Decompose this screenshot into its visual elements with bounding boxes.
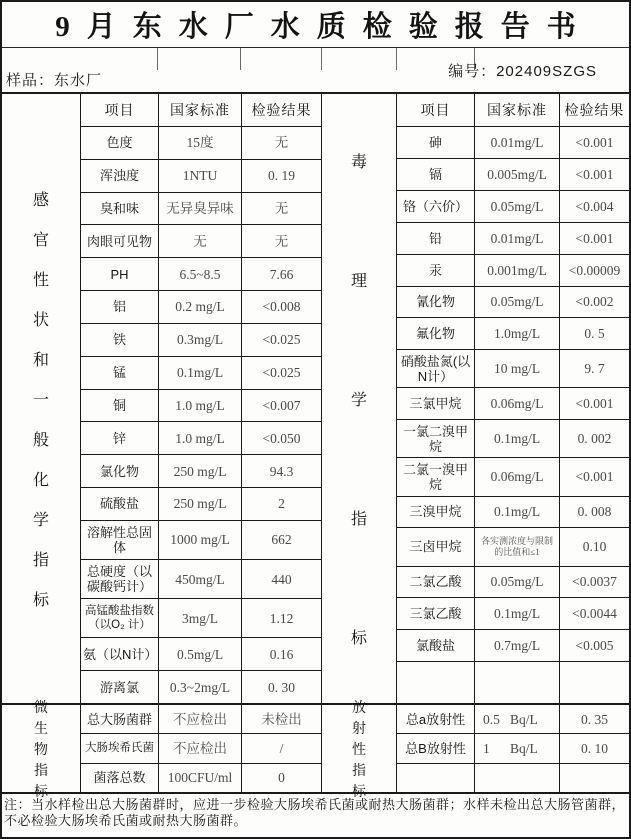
standard-cell — [475, 764, 560, 792]
grid-tick — [240, 48, 241, 70]
standard-cell: 1.0 mg/L — [159, 390, 242, 422]
item-cell: 氟化物 — [397, 318, 475, 349]
result-cell: 94.3 — [269, 463, 294, 479]
category-sensory-chemical — [2, 94, 81, 703]
result-cell: 9. 7 — [584, 361, 605, 377]
category-char: 标 — [32, 592, 49, 609]
table-row — [81, 705, 321, 734]
result-cell: <0.005 — [575, 638, 614, 654]
table-row — [397, 388, 629, 420]
standard-cell: 100CFU/ml — [159, 764, 242, 792]
category-char: 性 — [352, 740, 366, 757]
sample-label: 样品：东水厂 — [6, 72, 103, 89]
table-row — [81, 455, 321, 488]
standard-cell: 1000 mg/L — [159, 521, 242, 559]
item-cell: 三溴甲烷 — [397, 497, 475, 528]
item-cell: 锌 — [81, 422, 159, 454]
standard-cell: 0.3~2mg/L — [159, 671, 242, 703]
item-cell — [397, 662, 475, 703]
table-row — [397, 662, 629, 703]
result-cell: 0. 008 — [577, 504, 612, 520]
category-char: 指 — [32, 552, 49, 569]
table-row — [81, 764, 321, 792]
item-cell: 游离氯 — [81, 671, 159, 703]
result-cell: 无 — [274, 233, 289, 249]
standard-cell: 0.001mg/L — [475, 255, 560, 286]
standard-cell: 不应检出 — [159, 705, 242, 733]
item-cell: 氨（以N计） — [81, 638, 159, 670]
item-cell: 总a放射性 — [397, 705, 475, 733]
result-cell: <0.001 — [575, 166, 614, 182]
table-row — [397, 255, 629, 287]
standard-cell: 0.1mg/L — [159, 357, 242, 389]
grid-tick — [321, 48, 322, 70]
table-row — [81, 599, 321, 638]
category-char: 状 — [32, 312, 49, 329]
standard-cell: 0.05mg/L — [475, 287, 560, 318]
table-row — [397, 223, 629, 255]
item-cell: 三卤甲烷 — [397, 528, 475, 565]
left-table — [2, 94, 322, 703]
category-char: 化 — [32, 472, 49, 489]
standard-cell: 0.5 Bq/L — [475, 705, 560, 733]
item-cell: 浑浊度 — [81, 160, 159, 192]
item-cell: 汞 — [397, 255, 475, 286]
item-cell: 总大肠菌群 — [81, 705, 159, 733]
result-cell: <0.025 — [262, 332, 301, 348]
category-char: 指 — [352, 761, 366, 778]
standard-cell: 250 mg/L — [159, 488, 242, 520]
right-table — [322, 94, 629, 703]
table-row — [81, 291, 321, 324]
standard-cell: 1.0mg/L — [475, 318, 560, 349]
table-row — [81, 734, 321, 763]
result-cell: <0.002 — [575, 294, 614, 310]
standard-cell: 不应检出 — [159, 734, 242, 762]
item-cell: 色度 — [81, 127, 159, 159]
item-cell: 总B放射性 — [397, 734, 475, 762]
result-cell: 0. 19 — [268, 168, 295, 184]
table-row — [81, 422, 321, 455]
item-cell: 铝 — [81, 291, 159, 323]
table-row — [81, 671, 321, 703]
table-row — [81, 390, 321, 423]
table-row — [397, 350, 629, 388]
result-cell: 0.10 — [582, 539, 607, 555]
result-cell: <0.001 — [575, 396, 614, 412]
header-item: 项目 — [397, 94, 475, 126]
result-cell: <0.001 — [575, 230, 614, 246]
result-cell: <0.008 — [262, 299, 301, 315]
category-char: 指 — [350, 511, 367, 528]
standard-cell: 15度 — [159, 127, 242, 159]
radio-table — [322, 698, 629, 799]
standard-cell: 0.3mg/L — [159, 324, 242, 356]
standard-cell: 0.7mg/L — [475, 630, 560, 661]
result-cell: <0.001 — [575, 134, 614, 150]
item-cell: 铁 — [81, 324, 159, 356]
micro-table — [2, 698, 322, 799]
standard-cell: 0.2 mg/L — [159, 291, 242, 323]
right-header-row — [397, 94, 629, 127]
header-result: 检验结果 — [251, 101, 312, 118]
table-row — [397, 191, 629, 223]
standard-cell: 0.01mg/L — [475, 223, 560, 254]
item-cell: 硝酸盐氮(以N计） — [397, 350, 475, 387]
grid-tick — [396, 48, 397, 70]
table-row — [397, 705, 629, 734]
standard-cell: 1NTU — [159, 160, 242, 192]
category-char: 物 — [34, 740, 48, 757]
result-cell: <0.050 — [262, 430, 301, 446]
result-cell: 无 — [274, 201, 289, 217]
table-row — [397, 458, 629, 496]
result-cell: 0. 35 — [581, 711, 608, 727]
standard-cell: 无异臭异味 — [159, 193, 242, 225]
table-row — [397, 630, 629, 662]
category-char: 放 — [352, 698, 366, 715]
title-row — [2, 2, 629, 48]
category-char: 性 — [32, 272, 49, 289]
category-char: 标 — [350, 630, 367, 647]
table-row — [397, 528, 629, 566]
standard-cell: 10 mg/L — [475, 350, 560, 387]
category-char: 学 — [350, 392, 367, 409]
table-row — [81, 225, 321, 258]
category-char: 感 — [32, 192, 49, 209]
standard-cell: 0.1mg/L — [475, 598, 560, 629]
category-char: 和 — [32, 352, 49, 369]
result-cell: 0 — [278, 770, 285, 786]
standard-cell: 250 mg/L — [159, 455, 242, 487]
category-char: 标 — [352, 782, 366, 799]
item-cell: 溶解性总固体 — [81, 521, 159, 559]
category-char: 标 — [34, 782, 48, 799]
table-row — [81, 521, 321, 560]
result-cell: 2 — [278, 496, 285, 512]
standard-cell: 0.5mg/L — [159, 638, 242, 670]
header-item: 项目 — [81, 94, 159, 126]
result-cell: 无 — [274, 135, 289, 151]
table-row — [397, 734, 629, 763]
category-char: 般 — [32, 432, 49, 449]
result-cell: <0.0037 — [572, 574, 617, 590]
item-cell — [397, 764, 475, 792]
table-row — [397, 287, 629, 319]
item-cell: 铅 — [397, 223, 475, 254]
item-cell: 氯化物 — [81, 455, 159, 487]
item-cell: 铬（六价） — [397, 191, 475, 222]
category-microbiological — [2, 698, 81, 799]
table-row — [81, 488, 321, 521]
category-char: 射 — [352, 719, 366, 736]
header-result: 检验结果 — [564, 101, 625, 118]
standard-cell: 0.05mg/L — [475, 567, 560, 598]
category-radioactivity — [322, 698, 397, 799]
category-char: 生 — [34, 719, 48, 736]
result-cell: <0.001 — [575, 469, 614, 485]
category-char: 学 — [32, 512, 49, 529]
item-cell: 三氯乙酸 — [397, 598, 475, 629]
item-cell: 锰 — [81, 357, 159, 389]
standard-cell: 1.0 mg/L — [159, 422, 242, 454]
result-cell: 0.16 — [269, 646, 294, 662]
info-row — [2, 48, 629, 94]
table-row — [81, 160, 321, 193]
result-cell: 0. 30 — [268, 679, 295, 695]
standard-cell: 无 — [159, 225, 242, 257]
result-cell: 0. 002 — [577, 431, 612, 447]
item-cell: 三氯甲烷 — [397, 388, 475, 419]
result-cell: 440 — [271, 571, 292, 587]
result-cell: 662 — [271, 532, 292, 548]
standard-cell: 450mg/L — [159, 560, 242, 598]
header-standard: 国家标准 — [475, 94, 560, 126]
table-row — [397, 764, 629, 792]
item-cell: 砷 — [397, 127, 475, 158]
item-cell: 硫酸盐 — [81, 488, 159, 520]
item-cell: 氯酸盐 — [397, 630, 475, 661]
table-row — [81, 357, 321, 390]
right-rows — [397, 127, 629, 703]
header-standard: 国家标准 — [159, 94, 242, 126]
grid-tick — [157, 48, 158, 70]
item-cell: 臭和味 — [81, 193, 159, 225]
item-cell: 氰化物 — [397, 287, 475, 318]
standard-cell: 0.1mg/L — [475, 420, 560, 457]
standard-cell: 0.05mg/L — [475, 191, 560, 222]
result-cell: 7.66 — [269, 266, 294, 282]
table-row — [81, 258, 321, 291]
result-cell: 未检出 — [261, 711, 302, 727]
standard-cell — [475, 662, 560, 703]
item-cell: 一氯二溴甲烷 — [397, 420, 475, 457]
item-cell: 二氯乙酸 — [397, 567, 475, 598]
category-char: 毒 — [350, 154, 367, 171]
main-table — [2, 94, 629, 705]
table-row — [397, 497, 629, 529]
item-cell: 肉眼可见物 — [81, 225, 159, 257]
table-row — [397, 159, 629, 191]
standard-cell: 0.005mg/L — [475, 159, 560, 190]
radio-rows — [397, 705, 629, 792]
standard-cell: 1 Bq/L — [475, 734, 560, 762]
result-cell: <0.025 — [262, 365, 301, 381]
item-cell: 二氯一溴甲烷 — [397, 458, 475, 495]
category-char: 微 — [34, 698, 48, 715]
table-row — [81, 127, 321, 160]
standard-cell: 0.06mg/L — [475, 458, 560, 495]
table-row — [81, 560, 321, 599]
standard-cell: 0.1mg/L — [475, 497, 560, 528]
result-cell: <0.00009 — [568, 262, 621, 278]
category-toxicological — [322, 94, 397, 703]
table-row — [81, 638, 321, 671]
bottom-section — [2, 698, 629, 799]
standard-cell: 0.06mg/L — [475, 388, 560, 419]
item-cell: 镉 — [397, 159, 475, 190]
left-rows — [81, 127, 321, 703]
item-cell: 总硬度（以碳酸钙计） — [81, 560, 159, 598]
standard-cell: 6.5~8.5 — [159, 258, 242, 290]
table-row — [397, 127, 629, 159]
category-char: 理 — [350, 273, 367, 290]
result-cell: / — [279, 740, 284, 756]
item-cell: 大肠埃希氏菌 — [81, 734, 159, 762]
table-row — [81, 193, 321, 226]
page-title: 9月东水厂水质检验报告书 — [55, 11, 593, 43]
item-cell: PH — [81, 258, 159, 290]
table-row — [397, 567, 629, 599]
table-row — [397, 318, 629, 350]
result-cell: 1.12 — [269, 610, 294, 626]
item-cell: 菌落总数 — [81, 764, 159, 792]
result-cell: 0. 5 — [584, 326, 605, 342]
result-cell — [560, 662, 629, 703]
micro-rows — [81, 705, 321, 792]
report-number: 编号：202409SZGS — [448, 63, 597, 80]
table-row — [397, 598, 629, 630]
left-header-row — [81, 94, 321, 127]
footer-note: 注：当水样检出总大肠菌群时，应进一步检验大肠埃希氏菌或耐热大肠菌群；水样未检出总大肠管菌群，不必检验大肠埃希氏菌或耐热大肠菌群。 — [4, 797, 626, 828]
item-cell: 铜 — [81, 390, 159, 422]
standard-cell: 3mg/L — [159, 599, 242, 637]
result-cell — [560, 764, 629, 792]
result-cell: <0.0044 — [572, 606, 617, 622]
standard-cell: 各实测浓度与限制的比值和≤1 — [475, 528, 560, 565]
result-cell: <0.007 — [262, 397, 301, 413]
category-char: 官 — [32, 232, 49, 249]
item-cell: 高锰酸盐指数（以O₂ 计） — [81, 599, 159, 637]
result-cell: 0. 10 — [581, 740, 608, 756]
standard-cell: 0.01mg/L — [475, 127, 560, 158]
category-char: 一 — [32, 392, 49, 409]
table-row — [81, 324, 321, 357]
category-char: 指 — [34, 761, 48, 778]
result-cell: <0.004 — [575, 198, 614, 214]
table-row — [397, 420, 629, 458]
